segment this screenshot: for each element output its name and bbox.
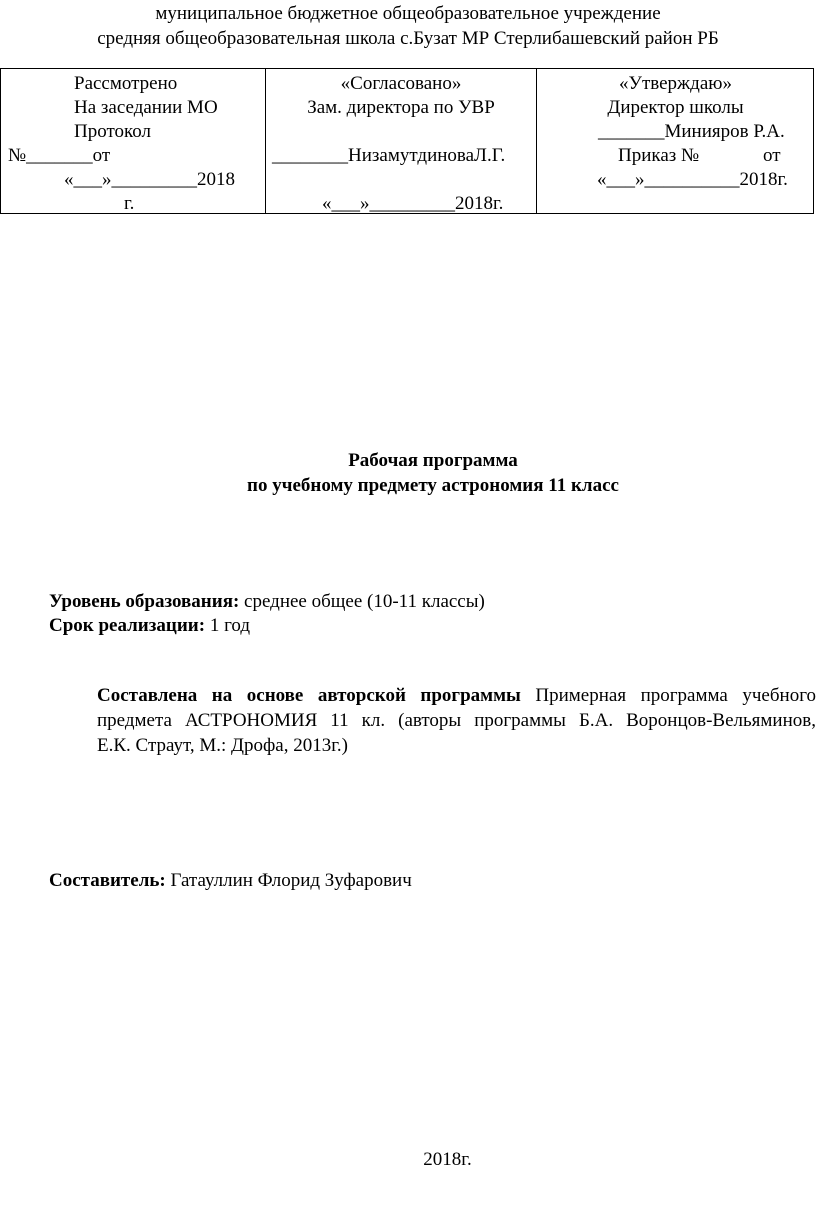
program-basis-line-1	[97, 683, 816, 708]
reviewed-date-suffix: г.	[124, 193, 135, 214]
program-basis-label: Составлена на основе авторской программы	[97, 685, 521, 706]
reviewed-meeting: На заседании МО	[74, 97, 218, 118]
document-year: 2018г.	[423, 1149, 472, 1170]
implementation-term	[49, 614, 250, 638]
education-level	[49, 590, 485, 614]
approved-order-number: Приказ №	[618, 145, 700, 166]
implementation-term-value: 1 год	[205, 615, 251, 636]
reviewed-protocol-number: №_______от	[8, 145, 111, 166]
approval-table	[0, 68, 814, 214]
approved-title: «Утверждаю»	[619, 73, 732, 94]
agreed-title: «Согласовано»	[340, 73, 462, 94]
program-basis-line-3: Е.К. Страут, М.: Дрофа, 2013г.)	[97, 735, 348, 756]
compiler	[49, 869, 412, 893]
approved-order-from: от	[763, 145, 781, 166]
approved-date: «___»__________2018г.	[597, 169, 788, 190]
reviewed-title: Рассмотрено	[74, 73, 178, 94]
reviewed-protocol: Протокол	[74, 121, 152, 142]
education-level-value: среднее общее (10-11 классы)	[239, 591, 485, 612]
reviewed-date: «___»_________2018	[64, 169, 235, 190]
document-title: Рабочая программа	[348, 450, 518, 471]
approved-signature: _______Минияров Р.А.	[598, 121, 785, 142]
approved-position: Директор школы	[607, 97, 744, 118]
program-basis-text-1: Примерная программа учебного	[535, 685, 816, 706]
implementation-term-label: Срок реализации:	[49, 615, 206, 636]
institution-type: муниципальное бюджетное общеобразовательное учреждение	[155, 3, 661, 24]
document-subtitle: по учебному предмету астрономия 11 класс	[247, 475, 619, 496]
compiler-label: Составитель:	[49, 870, 166, 891]
compiler-name: Гатауллин Флорид Зуфарович	[165, 870, 412, 891]
agreed-position: Зам. директора по УВР	[307, 97, 495, 118]
institution-name: средняя общеобразовательная школа с.Бузат МР Стерлибашевский район РБ	[97, 28, 719, 49]
program-basis	[97, 683, 816, 758]
agreed-date: «___»_________2018г.	[322, 193, 504, 214]
education-level-label: Уровень образования:	[49, 591, 240, 612]
agreed-signature: ________НизамутдиноваЛ.Г.	[272, 145, 506, 166]
table-border-left	[0, 69, 1, 213]
program-basis-line-2: предмета АСТРОНОМИЯ 11 кл. (авторы программы Б.А. Воронцов-Вельяминов,	[97, 710, 816, 731]
